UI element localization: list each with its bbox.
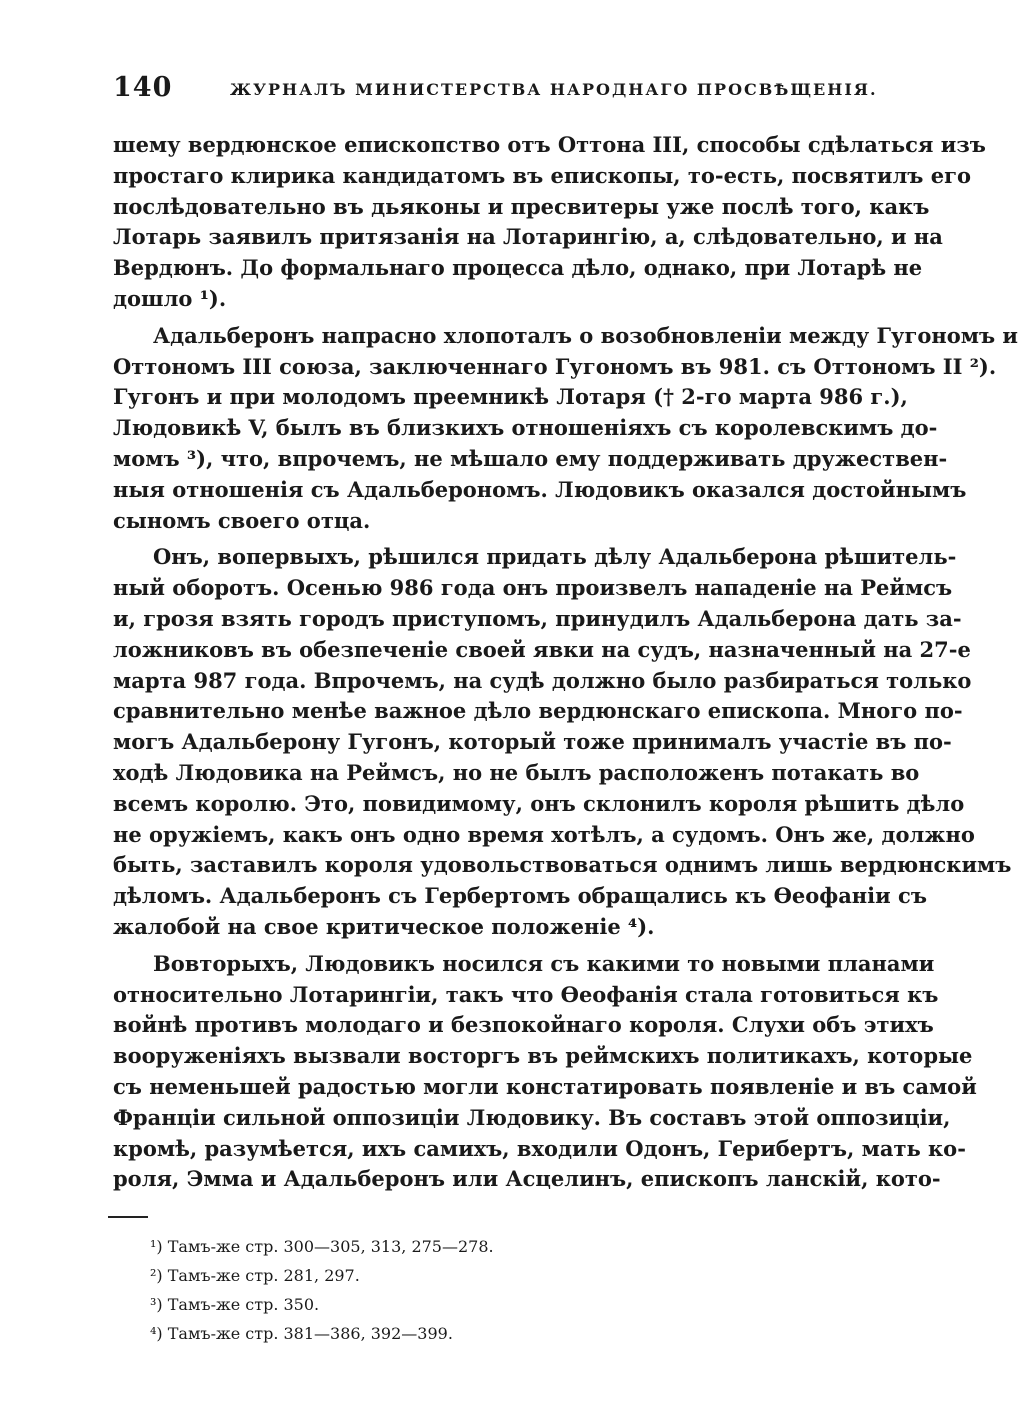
text-line: момъ ³), что, впрочемъ, не мѣшало ему поддерживать дружествен- [113,445,948,471]
text-line: ный оборотъ. Осенью 986 года онъ произвелъ нападеніе на Реймсъ [113,575,953,601]
text-line: Онъ, вопервыхъ, рѣшился придать дѣлу Адальберона рѣшитель- [153,544,957,570]
text-line: не оружіемъ, какъ онъ одно время хотѣлъ, а судомъ. Онъ же, должно [113,821,975,847]
text-line: шему вердюнское епископство отъ Оттона III, способы сдѣлаться изъ [113,132,986,157]
text-line: жалобой на свое критическое положеніе ⁴). [113,913,655,939]
text-line: Людовикѣ V, былъ въ близкихъ отношеніяхъ съ королевскимъ до- [113,415,938,441]
text-line: кромѣ, разумѣется, ихъ самихъ, входили Одонъ, Герибертъ, мать ко- [113,1135,966,1161]
text-line: всемъ королю. Это, повидимому, онъ склонилъ короля рѣшить дѣло [113,790,965,816]
footnote-rule [108,1216,148,1218]
text-line: простаго клирика кандидатомъ въ епископы, то-есть, посвятилъ его [113,162,971,188]
text-line: ложниковъ въ обезпеченіе своей явки на судъ, назначенный на 27-е [113,636,971,662]
paragraph [113,130,986,315]
text-line: Адальберонъ напрасно хлопоталъ о возобновленіи между Гугономъ и [153,322,1018,348]
paragraph [113,321,1018,537]
text-line: роля, Эмма и Адальберонъ или Асцелинъ, епископъ ланскій, кото- [113,1166,941,1192]
text-line: дошло ¹). [113,285,227,311]
footnote: ¹) Тамъ-же стр. 300—305, 313, 275—278. [150,1237,494,1256]
text-line: сыномъ своего отца. [113,507,371,533]
text-line: съ неменьшей радостью могли констатировать появленіе и въ самой [113,1073,977,1099]
text-line: Гугонъ и при молодомъ преемникѣ Лотаря († 2-го марта 986 г.), [113,384,908,410]
text-line: и, грозя взять городъ приступомъ, принудилъ Адальберона дать за- [113,605,962,631]
text-line: послѣдовательно въ дьяконы и пресвитеры уже послѣ того, какъ [113,193,930,219]
paragraph [113,949,977,1195]
text-line: дѣломъ. Адальберонъ съ Гербертомъ обращались къ Ѳеофаніи съ [113,883,927,909]
body-text [113,130,1018,1195]
footnote: ³) Тамъ-же стр. 350. [150,1295,320,1314]
text-line: Вердюнъ. До формальнаго процесса дѣло, однако, при Лотарѣ не [113,255,923,281]
footnote: ⁴) Тамъ-же стр. 381—386, 392—399. [150,1324,453,1343]
footnote: ²) Тамъ-же стр. 281, 297. [150,1266,360,1285]
text-line: быть, заставилъ короля удовольствоваться однимъ лишь вердюнскимъ [113,852,1012,878]
text-line: сравнительно менѣе важное дѣло вердюнскаго епископа. Много по- [113,698,963,724]
text-line: Оттономъ III союза, заключеннаго Гугономъ въ 981. съ Оттономъ II ²). [113,353,997,379]
text-line: могъ Адальберону Гугонъ, который тоже принималъ участіе въ по- [113,729,952,755]
text-line: Лотарь заявилъ притязанія на Лотарингію, а, слѣдовательно, и на [113,224,943,250]
text-line: Вовторыхъ, Людовикъ носился съ какими то новыми планами [153,950,935,976]
text-line: относительно Лотарингіи, такъ что Ѳеофанія стала готовиться къ [113,981,939,1007]
text-line: ходѣ Людовика на Реймсъ, но не былъ расположенъ потакать во [113,759,920,785]
text-line: вооруженіяхъ вызвали восторгъ въ реймскихъ политикахъ, которые [113,1043,973,1069]
text-line: войнѣ противъ молодаго и безпокойнаго короля. Слухи объ этихъ [113,1012,934,1038]
page-header [113,72,893,112]
text-line: Франціи сильной оппозиціи Людовику. Въ составъ этой оппозиціи, [113,1104,951,1130]
text-line: ныя отношенія съ Адальберономъ. Людовикъ оказался достойнымъ [113,476,967,502]
page-number: 140 [113,72,173,103]
footnotes [150,1232,650,1348]
running-head: ЖУРНАЛЪ МИНИСТЕРСТВА НАРОДНАГО ПРОСВѢЩЕНІЯ. [230,80,878,99]
text-line: марта 987 года. Впрочемъ, на судѣ должно было разбираться только [113,667,972,693]
paragraph [113,542,1012,942]
